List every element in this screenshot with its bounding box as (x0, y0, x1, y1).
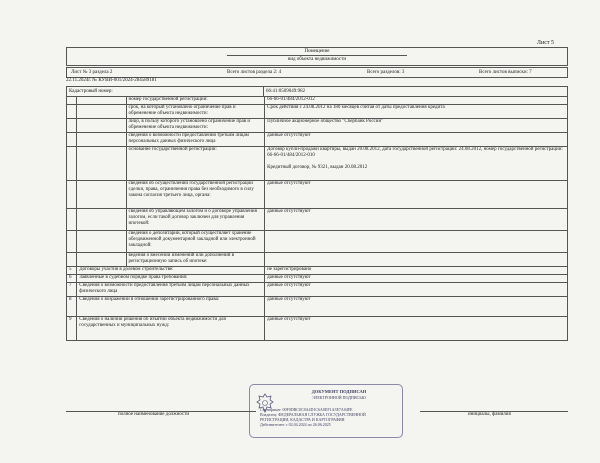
cadastral-value: 66:41:0509049:982 (263, 87, 305, 96)
row-label: сведения об управляющем залогом и о договоре управления залогом, если такой договор заключен для управления ипотекой: (126, 209, 265, 231)
table-row (67, 267, 568, 275)
object-type-header (66, 47, 568, 66)
table-row (67, 317, 568, 341)
table-row (67, 231, 568, 253)
row-number: 9 (67, 317, 77, 341)
row-label: сведения о возможности предоставления третьим лицам персональных данных физического лица (126, 133, 265, 147)
total-sections: Всего разделов: 3 (367, 70, 405, 75)
row-label: номер государственной регистрации: (126, 97, 265, 105)
row-value: данные отсутствуют (265, 209, 568, 231)
stamp-owner-cont: РЕГИСТРАЦИИ, КАДАСТРА И КАРТОГРАФИИ (260, 417, 345, 422)
row-label: лицо, в пользу которого установлено ограничение прав и обременение объекта недвижимости: (126, 119, 265, 133)
encumbrance-table (66, 96, 568, 341)
row-label: Сведения о возражении в отношении зарегистрированного права: (77, 297, 265, 317)
row-value: не зарегистрировано (265, 267, 568, 275)
sheet-label: Лист 5 (536, 40, 554, 46)
row-value: данные отсутствуют (265, 283, 568, 297)
row-label: срок, на который установлено ограничение прав и обременение объекта недвижимости: (126, 105, 265, 119)
extract-number: 22.11.2024г. № КУВИ-001/2024-284589181 (66, 78, 157, 83)
table-row (67, 147, 568, 181)
row-label: основание государственной регистрации: (126, 147, 265, 181)
row-value: данные отсутствуют (265, 133, 568, 147)
row-number: 5 (67, 267, 77, 275)
table-row (67, 105, 568, 119)
stamp-owner: Владелец: ФЕДЕРАЛЬНАЯ СЛУЖБА ГОСУДАРСТВЕННОЙ (260, 412, 366, 417)
row-number: 8 (67, 297, 77, 317)
row-label: сведения о депозитарии, который осуществляет хранение обездвиженной документарной закладной или электронной закладной: (126, 231, 265, 253)
row-value: Срок действия с 24.08.2012 на 180 месяцев считая от даты предоставления кредита (265, 105, 568, 119)
sheet-number: Лист № 3 раздела 2 (71, 70, 113, 75)
row-label: сведения об осуществлении государственной регистрации сделки, права, ограничения права без необходимого в силу закона согласия третьего лица, органа: (126, 181, 265, 209)
row-value-secondary: Кредитный договор, № 9321, выдан 20.08.2012 (267, 165, 368, 170)
row-label: Сведения о наличии решения об изъятии объекта недвижимости для государственных и муниципальных нужд: (77, 317, 265, 341)
table-row (67, 209, 568, 231)
stamp-certificate: Сертификат: 00F0DBC0C8A4D1C6A0EF1A3E7A04FE (260, 407, 353, 412)
table-row (67, 275, 568, 283)
row-label: Договоры участия в долевом строительстве: (77, 267, 265, 275)
total-sheets-section: Всего листов раздела 2: 4 (227, 70, 282, 75)
name-caption: инициалы, фамилия (468, 412, 511, 417)
row-label: ведения о внесении изменений или дополнений в регистрационную запись об ипотеке: (126, 253, 265, 267)
object-type-caption: вид объекта недвижимости (227, 55, 407, 63)
total-sheets-extract: Всего листов выписки: 7 (479, 70, 532, 75)
electronic-signature-stamp (249, 384, 403, 438)
row-value: данные отсутствуют (265, 317, 568, 341)
table-row (67, 133, 568, 147)
row-value (265, 231, 568, 253)
row-value: данные отсутствуют (265, 181, 568, 209)
row-number: 7 (67, 283, 77, 297)
position-caption: полное наименование должности (118, 412, 190, 417)
row-value: Публичное акционерное общество "Сбербанк России" (265, 119, 568, 133)
stamp-validity: Действителен: с 02.04.2024 по 26.06.2025 (260, 422, 331, 427)
row-value (265, 147, 568, 181)
row-value: 66-66-01/484/2012-012 (265, 97, 568, 105)
row-label: Сведения о возможности предоставления третьим лицам персональных данных физического лица (77, 283, 265, 297)
row-value: данные отсутствуют (265, 275, 568, 283)
table-row (67, 119, 568, 133)
table-row (67, 283, 568, 297)
stamp-subtitle: ЭЛЕКТРОННОЙ ПОДПИСЬЮ (312, 395, 366, 400)
table-row (67, 181, 568, 209)
table-row (67, 297, 568, 317)
stamp-title: ДОКУМЕНТ ПОДПИСАН (311, 389, 367, 394)
object-type-title: Помещение (304, 49, 330, 54)
row-value: данные отсутствуют (265, 297, 568, 317)
table-row (67, 253, 568, 267)
row-value (265, 253, 568, 267)
table-row (67, 97, 568, 105)
row-label: Заявленные в судебном порядке права требования: (77, 275, 265, 283)
cadastral-label: Кадастровый номер: (69, 89, 113, 94)
row-value-main: Договор купли-продажи квартиры, выдан 20.08.2012, дата государственной регистрации: 24.08.2012, номер государственной регистрации: 66-66-01/484/2012-010 (267, 147, 563, 158)
row-number: 6 (67, 275, 77, 283)
